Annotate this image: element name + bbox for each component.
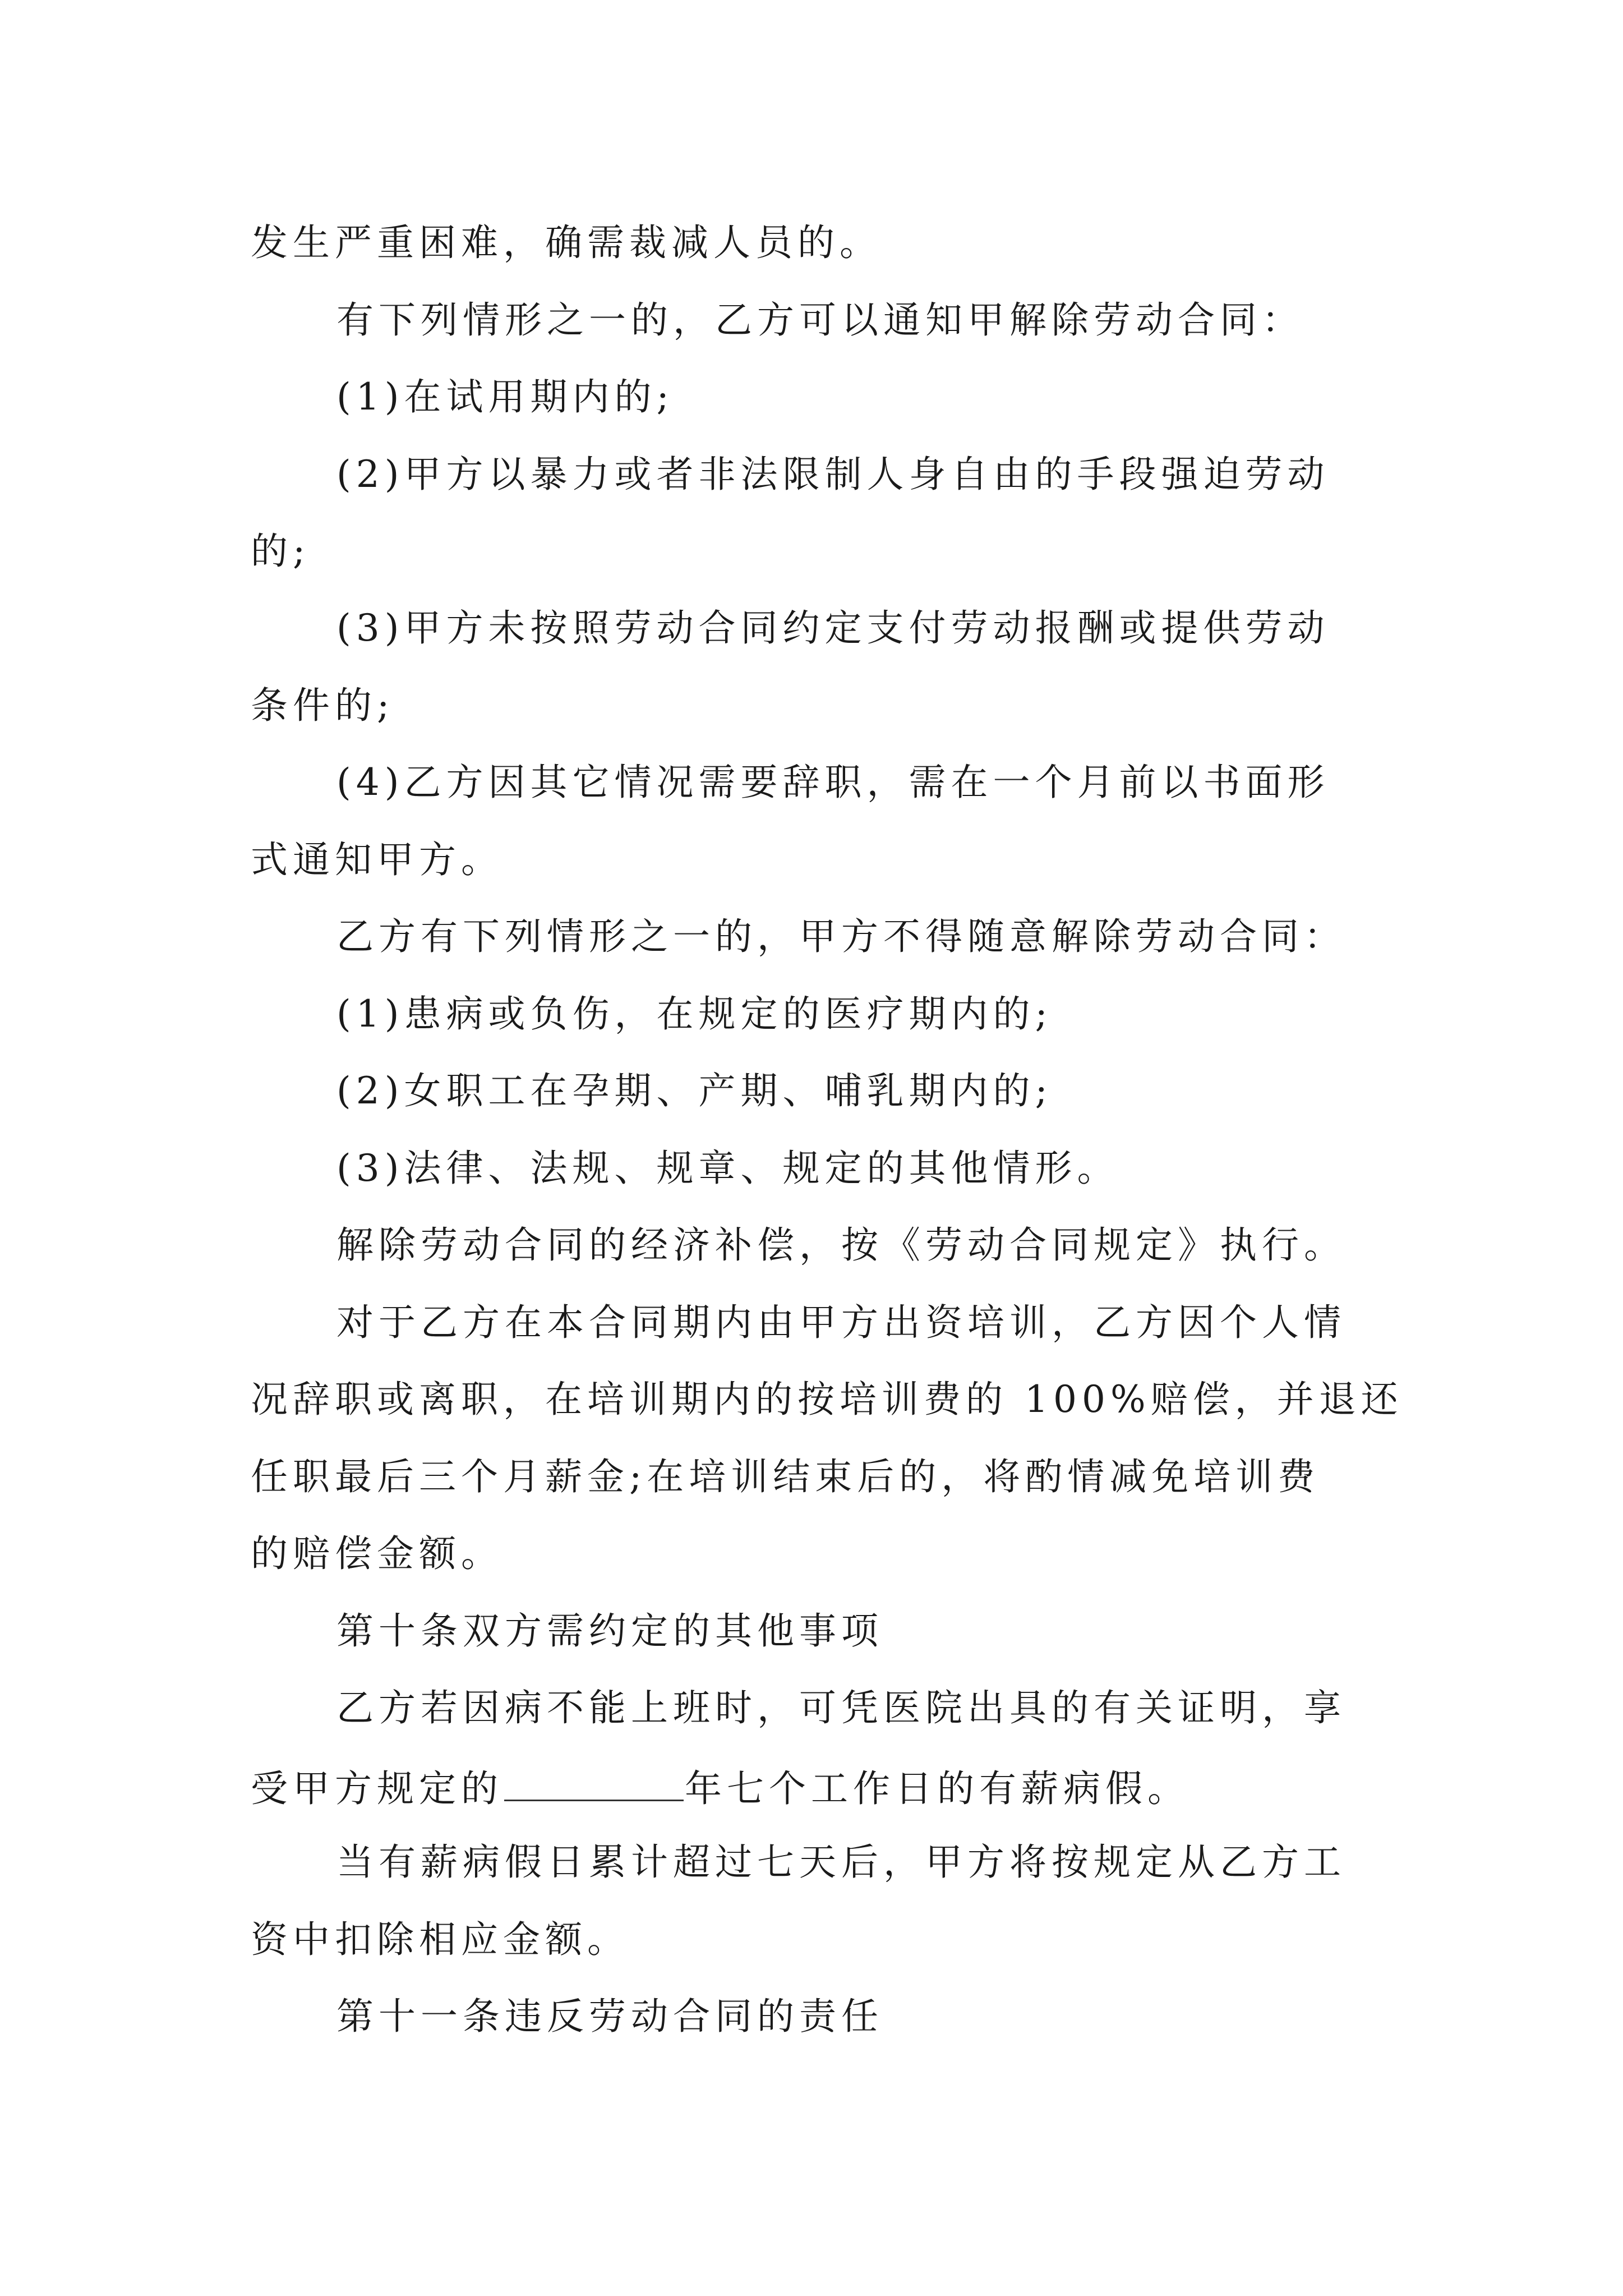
section-heading: 第十条双方需约定的其他事项 — [336, 1609, 883, 1653]
text-line: 式通知甲方。 — [251, 838, 503, 881]
text-line: (2)女职工在孕期、产期、哺乳期内的; — [336, 1069, 1053, 1112]
text-line: (3)甲方未按照劳动合同约定支付劳动报酬或提供劳动 — [336, 606, 1330, 650]
text-line: 资中扣除相应金额。 — [251, 1918, 629, 1961]
text-line: (2)甲方以暴力或者非法限制人身自由的手段强迫劳动 — [336, 453, 1330, 496]
text-line: 任职最后三个月薪金;在培训结束后的，将酌情减免培训费 — [251, 1455, 1320, 1498]
fill-in-blank[interactable] — [504, 1767, 684, 1801]
text-line: 条件的; — [251, 684, 395, 727]
text-line: (1)患病或负伤，在规定的医疗期内的; — [336, 992, 1053, 1036]
text-line: 况辞职或离职，在培训期内的按培训费的 100%赔偿，并退还 — [251, 1378, 1403, 1421]
text-line: (4)乙方因其它情况需要辞职，需在一个月前以书面形 — [336, 761, 1330, 804]
text-line: 的赔偿金额。 — [251, 1532, 503, 1575]
text-line: 对于乙方在本合同期内由甲方出资培训，乙方因个人情 — [336, 1301, 1346, 1344]
text-line: 乙方若因病不能上班时，可凭医院出具的有关证明，享 — [336, 1686, 1346, 1729]
text-line: (3)法律、法规、规章、规定的其他情形。 — [336, 1147, 1119, 1190]
text-segment: 年七个工作日的有薪病假。 — [685, 1767, 1189, 1810]
text-line: 乙方有下列情形之一的，甲方不得随意解除劳动合同： — [336, 915, 1346, 958]
text-line: 的; — [251, 530, 311, 573]
text-line: 发生严重困难，确需裁减人员的。 — [251, 221, 882, 264]
section-heading: 第十一条违反劳动合同的责任 — [336, 1995, 883, 2038]
text-line: 当有薪病假日累计超过七天后，甲方将按规定从乙方工 — [336, 1841, 1346, 1884]
text-line: 解除劳动合同的经济补偿，按《劳动合同规定》执行。 — [336, 1223, 1346, 1267]
text-line: (1)在试用期内的; — [336, 375, 674, 418]
text-line: 有下列情形之一的，乙方可以通知甲解除劳动合同： — [336, 298, 1304, 342]
text-segment: 受甲方规定的 — [251, 1767, 503, 1810]
text-line-with-blank — [251, 1767, 1189, 1810]
